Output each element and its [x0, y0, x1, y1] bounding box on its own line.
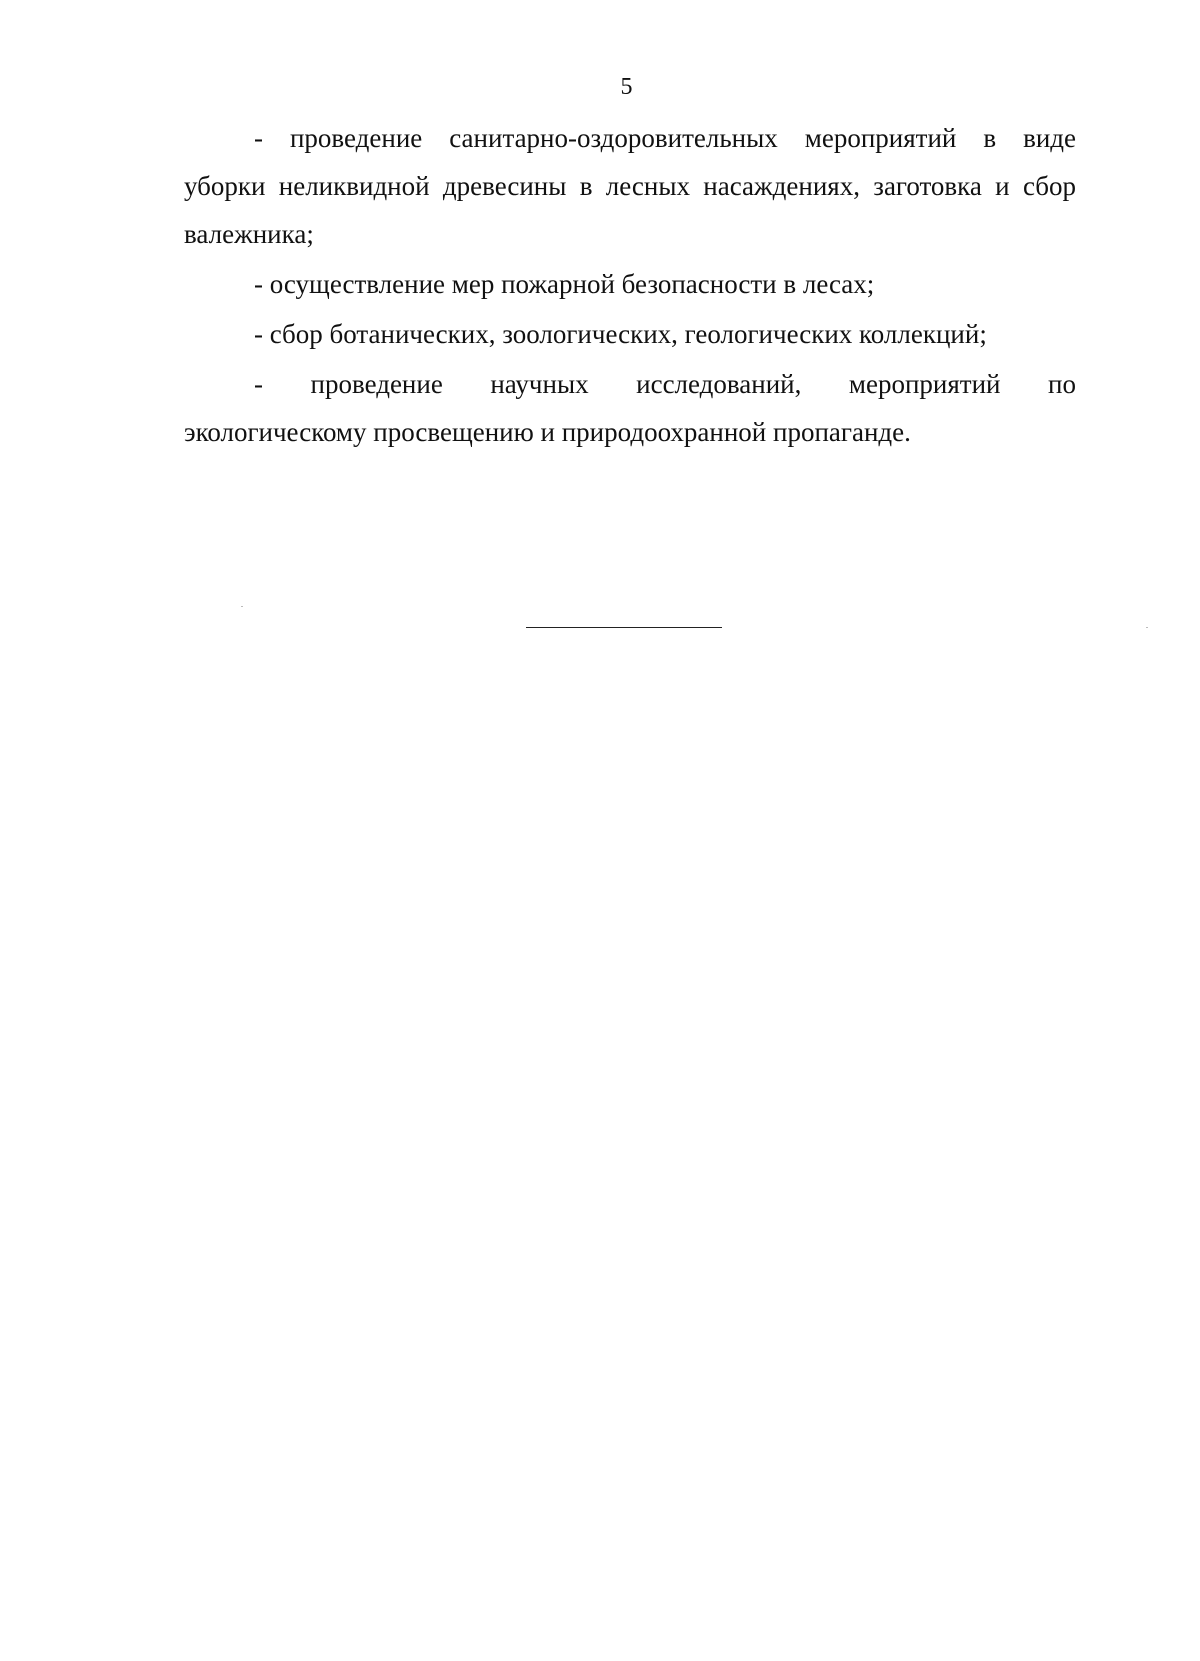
list-item-continuation: экологическому просвещению и природоохранной пропаганде.	[184, 417, 911, 447]
list-item-first-line: - проведение научных исследований, мероприятий по	[254, 369, 1076, 399]
list-item-sanitary-measures	[184, 114, 1076, 258]
list-item-research	[184, 360, 1076, 456]
list-item-first-line: - проведение санитарно-оздоровительных мероприятий в виде	[254, 123, 1076, 153]
list-item-fire-safety: - осуществление мер пожарной безопасности в лесах;	[254, 269, 875, 299]
document-body	[184, 114, 1076, 458]
page-number: 5	[620, 74, 633, 100]
scan-speck	[1146, 627, 1148, 628]
list-item-continuation: уборки неликвидной древесины в лесных насаждениях, заготовка и сбор валежника;	[184, 171, 1076, 249]
scan-speck	[241, 606, 243, 607]
list-item-collections: - сбор ботанических, зоологических, геологических коллекций;	[254, 319, 987, 349]
end-separator-line	[526, 627, 722, 628]
